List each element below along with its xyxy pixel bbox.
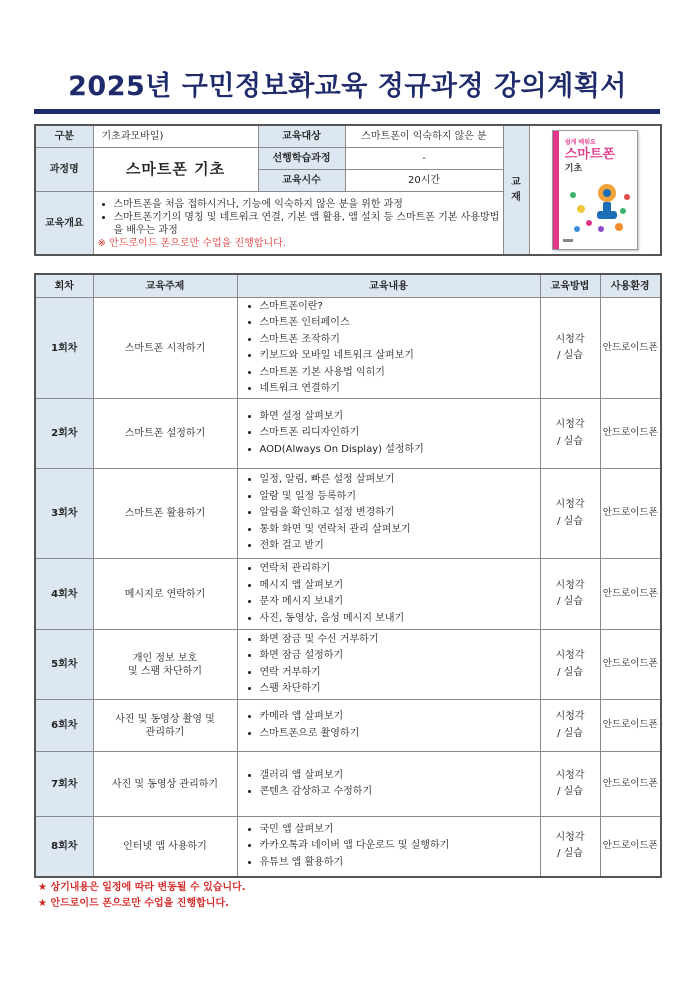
overview-item: • 스마트폰기기의 명칭 및 네트워크 연결, 기본 앱 활용, 앱 설치 등 스마트폰 기본 사용방법을 배우는 과정 [114,211,503,237]
topic-cell [93,700,237,752]
method-cell [540,752,600,817]
contents-item: • 카메라 앱 살펴보기 [260,709,540,726]
contents-cell [237,817,540,877]
schedule-row [35,630,661,700]
round-cell: 7회차 [35,752,93,817]
contents-list [238,561,540,627]
overview-cell [93,192,503,256]
schedule-header-row [35,274,661,298]
title-underline [34,109,660,114]
contents-item: • 화면 설정 살펴보기 [260,409,540,426]
contents-list [238,822,540,872]
contents-cell [237,469,540,559]
label-textbook-line2: 재 [511,192,521,203]
method-line: 시청각 [555,831,585,843]
book-title: 스마트폰 [564,147,615,162]
contents-item: • 키보드와 모바일 네트워크 살펴보기 [260,348,540,365]
environment-cell: 안드로이드폰 [600,817,661,877]
contents-item: • 알림을 확인하고 설정 변경하기 [260,505,540,522]
header-contents: 교육내용 [237,274,540,298]
contents-cell [237,399,540,469]
schedule-row [35,817,661,877]
label-overview: 교육개요 [35,192,93,256]
contents-item: • 사진, 동영상, 음성 메시지 보내기 [260,611,540,628]
topic-line: 사진 및 동영상 관리하기 [111,778,219,790]
course-name: 스마트폰 기초 [93,148,258,192]
topic-cell [93,630,237,700]
book-illustration [553,131,637,249]
footnotes [38,880,246,912]
contents-item: • 메시지 앱 살펴보기 [260,578,540,595]
contents-cell [237,700,540,752]
overview-item: • 스마트폰을 처음 접하시거나, 기능에 익숙하지 않은 분을 위한 과정 [114,198,503,211]
contents-list [238,709,540,742]
footnote: ★ 상기내용은 일정에 따라 변동될 수 있습니다. [38,882,246,893]
method-line: 시청각 [555,333,585,345]
contents-list [238,299,540,398]
topic-line: 메시지로 연락하기 [124,588,206,600]
contents-item: • 문자 메시지 보내기 [260,594,540,611]
method-cell [540,559,600,630]
round-cell: 8회차 [35,817,93,877]
method-line: / 실습 [557,848,583,860]
round-cell: 1회차 [35,298,93,399]
topic-cell [93,559,237,630]
contents-cell [237,298,540,399]
method-cell [540,630,600,700]
target-value: 스마트폰이 익숙하지 않은 분 [345,125,503,148]
label-prereq: 선행학습과정 [258,148,345,170]
book-tag: 쉽게 배워요 [564,139,596,146]
schedule-row [35,752,661,817]
contents-item: • 카카오톡과 네이버 앱 다운로드 및 실행하기 [260,838,540,855]
method-line: 시청각 [555,499,585,510]
contents-item: • 네트워크 연결하기 [260,381,540,398]
contents-item: • 화면 잠금 설정하기 [260,648,540,665]
contents-list [238,768,540,801]
category-value: 기초과모바일) [93,125,258,148]
contents-item: • 알람 및 일정 등록하기 [260,489,540,506]
course-info-table [34,124,662,256]
method-line: 시청각 [555,419,585,430]
contents-item: • 스마트폰 조작하기 [260,332,540,349]
method-line: / 실습 [557,350,583,361]
textbook-cell [529,125,661,255]
method-line: / 실습 [557,435,583,447]
header-method: 교육방법 [540,274,600,298]
prereq-value: - [345,148,503,170]
textbook-cover-image [552,130,638,250]
label-hours: 교육시수 [258,170,345,192]
method-line: / 실습 [557,515,583,527]
method-cell [540,700,600,752]
footnote: ★ 안드로이드 폰으로만 수업을 진행합니다. [38,898,229,909]
contents-list [238,409,540,459]
contents-list [238,632,540,698]
topic-cell [93,399,237,469]
topic-line: 개인 정보 보호 [132,652,198,664]
method-line: / 실습 [557,786,583,797]
method-line: / 실습 [557,727,583,739]
method-line: / 실습 [557,666,583,678]
environment-cell: 안드로이드폰 [600,399,661,469]
contents-item: • 스마트폰이란? [260,299,540,316]
label-target: 교육대상 [258,125,345,148]
method-cell [540,817,600,877]
contents-cell [237,630,540,700]
round-cell: 2회차 [35,399,93,469]
contents-item: • 스마트폰으로 촬영하기 [260,726,540,743]
topic-cell [93,752,237,817]
round-cell: 5회차 [35,630,93,700]
header-round: 회차 [35,274,93,298]
environment-cell: 안드로이드폰 [600,700,661,752]
contents-item: • 전화 걸고 받기 [260,538,540,555]
schedule-row [35,700,661,752]
method-line: 시청각 [555,650,585,661]
method-line: 시청각 [555,579,585,591]
label-textbook [503,125,529,255]
topic-line: 관리하기 [145,726,185,738]
topic-line: 스마트폰 활용하기 [124,508,206,519]
contents-item: • 일정, 알림, 빠른 설정 살펴보기 [260,472,540,489]
contents-item: • 통화 화면 및 연락처 관리 살펴보기 [260,522,540,539]
overview-list [94,198,503,237]
schedule-row [35,559,661,630]
method-cell [540,399,600,469]
contents-item: • 유튜브 앱 활용하기 [260,855,540,872]
contents-item: • 스마트폰 인터페이스 [260,315,540,332]
method-cell [540,298,600,399]
topic-line: 인터넷 앱 사용하기 [123,840,207,852]
contents-list [238,472,540,555]
method-line: 시청각 [555,769,585,781]
contents-item: • 스마트폰 기본 사용법 익히기 [260,365,540,382]
label-course: 과정명 [35,148,93,192]
contents-item: • 연락처 관리하기 [260,561,540,578]
contents-item: • 연락 거부하기 [260,665,540,682]
schedule-body [35,298,661,877]
topic-line: 사진 및 동영상 촬영 및 [115,713,215,725]
label-category: 구분 [35,125,93,148]
topic-cell [93,298,237,399]
contents-item: • AOD(Always On Display) 설정하기 [260,442,540,459]
environment-cell: 안드로이드폰 [600,559,661,630]
topic-line: 스마트폰 시작하기 [124,342,206,354]
round-cell: 3회차 [35,469,93,559]
contents-item: • 스팸 차단하기 [260,681,540,698]
contents-item: • 콘텐츠 감상하고 수정하기 [260,784,540,801]
contents-cell [237,559,540,630]
topic-cell [93,469,237,559]
contents-cell [237,752,540,817]
header-environment: 사용환경 [600,274,661,298]
header-topic: 교육주제 [93,274,237,298]
contents-item: • 화면 잠금 및 수신 거부하기 [260,632,540,649]
environment-cell: 안드로이드폰 [600,298,661,399]
round-cell: 6회차 [35,700,93,752]
environment-cell: 안드로이드폰 [600,752,661,817]
method-cell [540,469,600,559]
contents-item: • 스마트폰 리디자인하기 [260,425,540,442]
round-cell: 4회차 [35,559,93,630]
method-line: / 실습 [557,596,583,607]
book-subtitle: 기초 [564,164,583,174]
contents-item: • 갤러리 앱 살펴보기 [260,768,540,785]
overview-note: ※ 안드로이드 폰으로만 수업을 진행합니다. [97,238,286,249]
environment-cell: 안드로이드폰 [600,469,661,559]
schedule-row [35,298,661,399]
schedule-row [35,469,661,559]
topic-line: 스마트폰 설정하기 [124,428,206,439]
contents-item: • 국민 앱 살펴보기 [260,822,540,839]
label-textbook-line1: 교 [511,177,521,188]
topic-cell [93,817,237,877]
topic-line: 및 스팸 차단하기 [128,665,202,677]
hours-value: 20시간 [345,170,503,192]
schedule-row [35,399,661,469]
page-title: 2025년 구민정보화교육 정규과정 강의계획서 [68,71,627,102]
schedule-table [34,273,662,878]
environment-cell: 안드로이드폰 [600,630,661,700]
method-line: 시청각 [555,711,585,722]
